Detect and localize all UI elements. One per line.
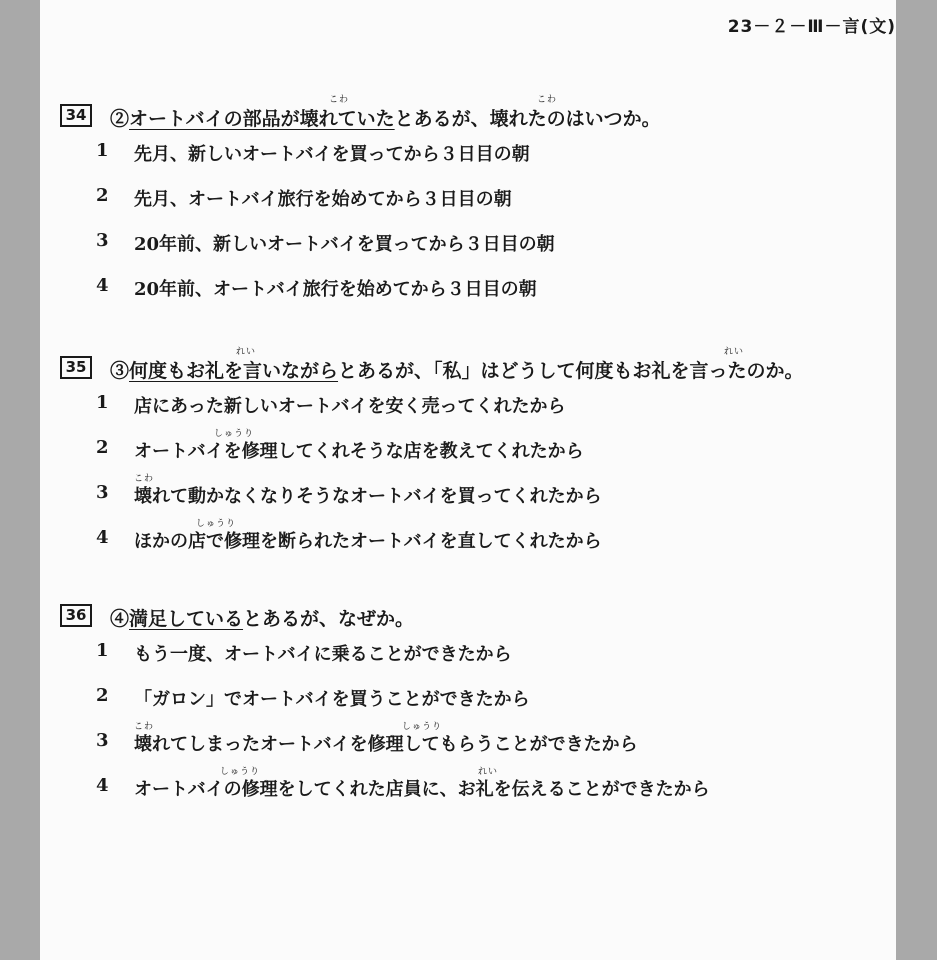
question-marker: ④ [110,608,130,630]
option-text: 20年前、新しいオートバイを買ってから３日目の朝 [134,234,555,255]
option-text: 壊れてしまったオートバイを修理してもらうことができたから [134,734,638,755]
furigana: しゅうり [196,519,237,529]
option-number: 4 [96,775,109,796]
furigana: れい [478,767,499,777]
option-text: 先月、新しいオートバイを買ってから３日目の朝 [134,144,530,165]
option-number: 3 [96,730,109,751]
option-text: 20年前、オートバイ旅行を始めてから３日目の朝 [134,279,537,300]
option-number: 2 [96,185,109,206]
option-text: 壊れて動かなくなりそうなオートバイを買ってくれたから [134,486,602,507]
question-text [110,104,661,131]
option-number: 3 [96,230,109,251]
question-number: 36 [60,604,92,627]
option-number: 4 [96,527,109,548]
furigana: れい [724,347,745,357]
furigana: こわ [134,474,155,484]
option-text: オートバイの修理をしてくれた店員に、お礼を伝えることができたから [134,779,710,800]
option-number: 1 [96,392,109,413]
exam-page [40,0,896,960]
underlined-phrase: 何度もお礼を言いながら [129,360,339,382]
question-rest: とあるが、なぜか。 [243,608,415,630]
furigana: しゅうり [214,429,255,439]
underlined-phrase: 満足している [129,608,244,630]
question-number: 34 [60,104,92,127]
question-marker: ② [110,108,130,130]
underlined-phrase: オートバイの部品が壊れていた [129,108,395,130]
question-text [110,356,804,383]
option-text: ほかの店で修理を断られたオートバイを直してくれたから [134,531,602,552]
option-number: 4 [96,275,109,296]
option-text: 店にあった新しいオートバイを安く売ってくれたから [134,396,566,417]
option-text: 「ガロン」でオートバイを買うことができたから [134,689,530,710]
furigana: しゅうり [220,767,261,777]
option-number: 2 [96,437,109,458]
option-number: 1 [96,140,109,161]
option-number: 1 [96,640,109,661]
furigana: こわ [537,95,558,105]
furigana: れい [236,347,257,357]
option-text: 先月、オートバイ旅行を始めてから３日目の朝 [134,189,512,210]
question-rest: とあるが、「私」はどうして何度もお礼を言ったのか。 [338,360,804,382]
question-rest: とあるが、壊れたのはいつか。 [394,108,661,130]
furigana: こわ [134,722,155,732]
option-text: もう一度、オートバイに乗ることができたから [134,644,512,665]
option-number: 2 [96,685,109,706]
option-text: オートバイを修理してくれそうな店を教えてくれたから [134,441,584,462]
question-text [110,604,414,631]
option-number: 3 [96,482,109,503]
furigana: こわ [329,95,350,105]
page-header-code: 23－２－Ⅲ－言(文) [727,17,896,37]
question-marker: ③ [110,360,130,382]
question-number: 35 [60,356,92,379]
furigana: しゅうり [402,722,443,732]
